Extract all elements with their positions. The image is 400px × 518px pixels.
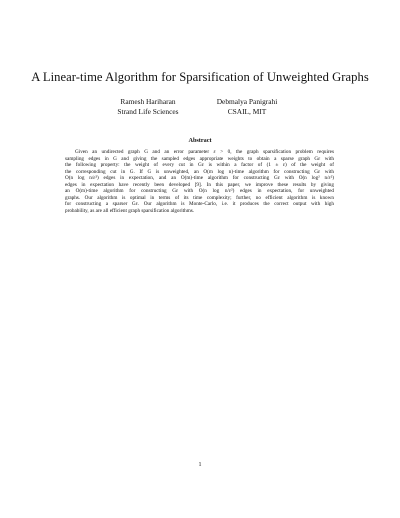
abstract-line: Given an undirected graph G and an error parameter ε > 0, the graph sparsification problem requires xyxy=(75,149,334,155)
abstract-line: edges in expectation have recently been developed [9]. In this paper, we improve these results by giving xyxy=(65,181,334,188)
author-affiliation: CSAIL, MIT xyxy=(227,106,267,116)
author-affiliation: Strand Life Sciences xyxy=(117,106,179,116)
paper-title: A Linear-time Algorithm for Sparsification of Unweighted Graphs xyxy=(31,70,369,84)
abstract-line: for constructing a sparser Gε. Our algorithm is Monte-Carlo, i.e. it produces the correct output with high xyxy=(65,201,334,207)
abstract-body xyxy=(65,149,334,214)
author-block xyxy=(0,97,400,121)
abstract-heading: Abstract xyxy=(188,137,212,144)
abstract-line: sampling edges in G and giving the sampled edges appropriate weights to obtain a sparse graph Gε with xyxy=(65,155,334,162)
page-number: 1 xyxy=(198,462,202,468)
author-name: Debmalya Panigrahi xyxy=(216,97,278,106)
abstract-line: an O(m)-time algorithm for constructing Gε with O(n log n/ε²) edges in expectation, for unweighted xyxy=(65,188,334,194)
abstract-line: graphs. Our algorithm is optimal in terms of its time complexity; further, no efficient algorithm is known xyxy=(65,194,334,201)
author-2 xyxy=(192,97,302,116)
abstract-line: O(n log n/ε²) edges in expectation, and an O(m)-time algorithm for constructing Gε with O(n log² n/ε²) xyxy=(65,175,334,181)
author-1 xyxy=(98,97,198,116)
abstract-line: probability, as are all efficient graph sparsification algorithms. xyxy=(65,207,195,214)
author-name: Ramesh Hariharan xyxy=(120,97,176,106)
abstract-line: the following property: the weight of every cut in Gε is within a factor of (1 ± ε) of the weight of xyxy=(65,162,334,168)
abstract-line: the corresponding cut in G. If G is unweighted, an O(m log n)-time algorithm for constructing Gε with xyxy=(65,168,334,175)
